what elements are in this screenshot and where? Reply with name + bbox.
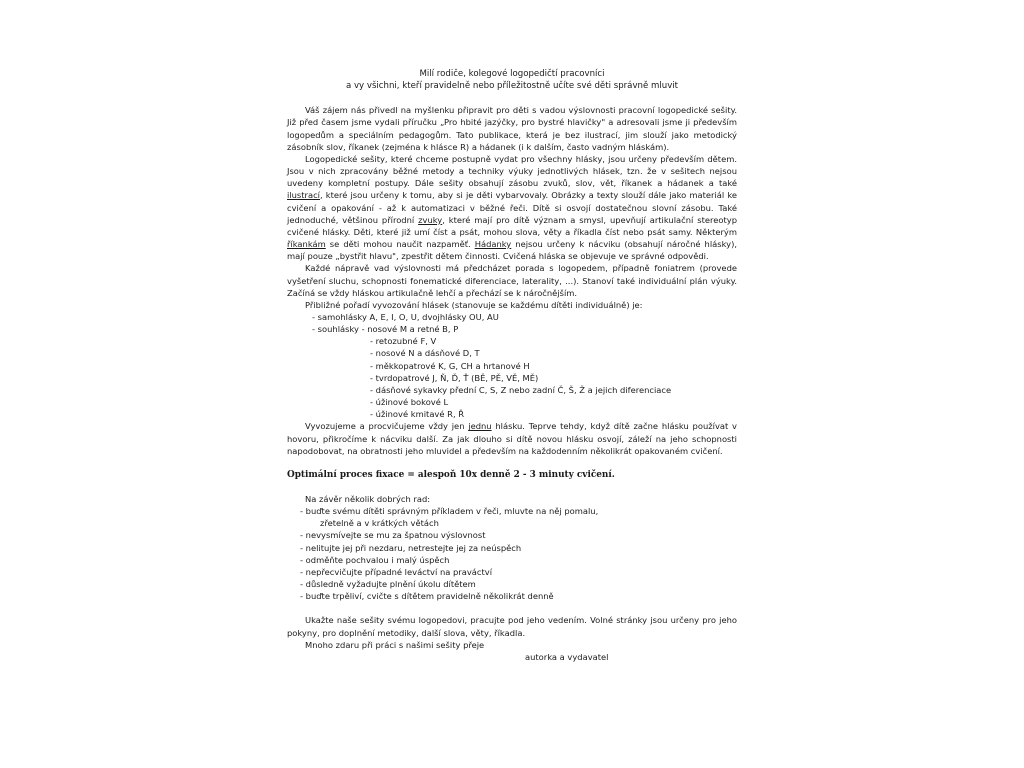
paragraph-intro: Váš zájem nás přivedl na myšlenku připravit pro děti s vadou výslovnosti pracovní logopedické sešity. Již před časem jsme vydali příručku „Pro hbité jazýčky, pro bystré hlavičky" a adresovali jsme ji především logopedům a speciálním pedagogům. Tato publikace, která je bez ilustrací, jim slouží jako metodický zásobník slov, říkanek (zejména k hlásce R) a hádanek (i k dalším, často vadným hláskám). (287, 105, 737, 152)
list-item: - nevysmívejte se mu za špatnou výslovnost (300, 530, 486, 541)
list-item-continuation: zřetelně a v krátkých větách (320, 518, 439, 529)
underlined-word: říkankám (287, 239, 326, 250)
signature: autorka a vydavatel (525, 651, 609, 662)
list-item: - tvrdopatrové J, Ň, Ď, Ť (BĚ, PĚ, VĚ, MĚ) (370, 372, 539, 383)
title-line-1: Milí rodiče, kolegové logopedičtí pracovníci (419, 69, 605, 79)
document-page (287, 68, 737, 663)
underlined-word: zvuky (418, 214, 443, 225)
paragraph-show-logopedist: Ukažte naše sešity svému logopedovi, pracujte pod jeho vedením. Volné stránky jsou určeny pro jeho pokyny, pro doplnění metodiky, další slova, věty, říkadla. (287, 615, 737, 638)
underlined-word: ilustrací (287, 190, 320, 201)
list-item: - úžinové kmitavé R, Ř (370, 409, 465, 420)
underlined-word: jednu (468, 421, 492, 432)
fixation-rule: Optimální proces fixace = alespoň 10x denně 2 - 3 minuty cvičení. (287, 469, 615, 480)
list-item: - dásňové sykavky přední C, S, Z nebo zadní Č, Š, Ž a jejich diferenciace (370, 384, 672, 395)
tips-heading: Na závěr několik dobrých rad: (305, 494, 431, 504)
list-item: - měkkopatrové K, G, CH a hrtanové H (370, 360, 530, 371)
paragraph-wishes: Mnoho zdaru při práci s našimi sešity přeje (305, 639, 485, 650)
list-item: - retozubné F, V (370, 336, 437, 347)
list-item: - nepřecvičujte případné leváctví na praváctví (300, 566, 493, 577)
paragraph-one-sound: Vyvozujeme a procvičujeme vždy jen jednu hlásku. Teprve tehdy, když dítě začne hlásku používat v hovoru, přikročíme k nácviku další. Za jak dlouho si dítě novou hlásku osvojí, záleží na jeho schopnosti napodobovat, na obratnosti jeho mluvidel a především na každodenním několikrát opakovaném cvičení. (287, 421, 737, 456)
tips-list (287, 505, 737, 602)
list-item: - nelitujte jej při nezdaru, netrestejte jej za neúspěch (300, 542, 522, 553)
list-item: - důsledně vyžadujte plnění úkolu dítětem (300, 579, 476, 590)
list-item: - buďte trpěliví, cvičte s dítětem pravidelně několikrát denně (300, 591, 554, 602)
paragraph-consultation: Každé nápravě vad výslovnosti má předcházet porada s logopedem, případně foniatrem (provede vyšetření sluchu, schopnosti fonematické diferenciace, laterality, ...). Stanoví také individuální plán výuky. Začíná se vždy hláskou artikulačně lehčí a přechází se k náročnějším. (287, 263, 737, 298)
list-item: - úžinové bokové L (370, 397, 449, 408)
paragraph-order-intro: Přibližné pořadí vyvozování hlásek (stanovuje se každému dítěti individuálně) je: (305, 299, 643, 310)
list-item: - nosové N a dásňové D, T (370, 348, 480, 359)
list-item: - samohlásky A, E, I, O, U, dvojhlásky OU, AU (312, 311, 499, 322)
list-item: - souhlásky - nosové M a retné B, P (312, 324, 459, 335)
list-item: - odměňte pochvalou i malý úspěch (300, 554, 450, 565)
list-item: - buďte svému dítěti správným příkladem v řeči, mluvte na něj pomalu, (300, 506, 599, 517)
title-line-2: a vy všichni, kteří pravidelně nebo příležitostně učíte své děti správně mluvit (345, 81, 679, 92)
paragraph-workbooks: Logopedické sešity, které chceme postupně vydat pro všechny hlásky, jsou určeny především dětem. Jsou v nich zpracovány běžné metody a techniky výuky jednotlivých hlásek, tzn. že v sešitech nejsou uvedeny kompletní postupy. Dále sešity obsahují zásobu zvuků, slov, vět, říkanek a hádanek a také ilustrací, které jsou určeny k tomu, aby si je děti vybarvovaly. Obrázky a texty slouží dále jako materiál ke cvičení a opakování - až k automatizaci v běžné řeči. Dítě si osvojí dostatečnou slovní zásobu. Také jednoduché, většinou přírodní zvuky, které mají pro dítě význam a smysl, upevňují artikulační stereotyp cvičené hlásky. Děti, které již umí číst a psát, mohou slova, věty a říkadla číst nebo psát samy. Některým říkankám se děti mohou naučit nazpaměť. Hádanky nejsou určeny k nácviku (obsahují náročné hlásky), mají pouze „bystřit hlavu", zpestřit dětem činnosti. Cvičená hláska se objevuje ve správné odpovědi. (287, 153, 737, 262)
sound-order-list (287, 311, 737, 420)
underlined-word: Hádanky (474, 239, 512, 250)
